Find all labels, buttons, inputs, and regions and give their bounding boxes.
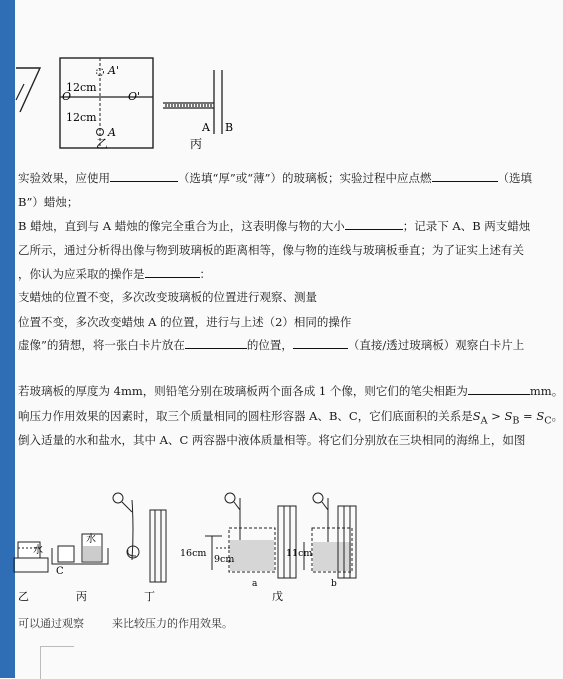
fig-bing-caption: 丙: [190, 137, 203, 151]
o-right-label: O': [128, 90, 141, 103]
caption-yi: 乙: [18, 590, 29, 603]
text-line-10: [18, 409, 563, 428]
water-label-2: 水: [86, 534, 96, 545]
corner-frame: [40, 646, 74, 679]
text-line-12: [18, 617, 233, 631]
answer-blank[interactable]: [185, 348, 247, 349]
text-seg: （选填: [497, 171, 533, 185]
o-left-label: O: [62, 90, 72, 103]
dist-bottom-label: 12cm: [66, 111, 97, 124]
water-label-1: 水: [33, 545, 43, 556]
height-16cm: 16cm: [180, 548, 207, 559]
fig-yi: [60, 58, 153, 151]
math-sub: C: [544, 415, 552, 427]
text-line-2: [18, 195, 78, 209]
text-line-9: [18, 384, 563, 398]
mirror-b-label: B: [225, 121, 234, 134]
math-s: S: [472, 409, 481, 423]
fig-wu-a: [180, 493, 296, 589]
fig-jia-fragment: [16, 68, 40, 112]
text-seg: 位置不变，多次改变蜡烛 A 的位置，进行与上述（2）相同的操作: [18, 315, 352, 329]
text-seg: ；记录下 A、B 两支蜡烛: [402, 219, 531, 233]
sub-a-label: a: [252, 579, 258, 589]
mirror-a-label: A: [202, 121, 210, 134]
text-seg: 来比较压力的作用效果。: [112, 617, 233, 630]
text-seg: 倒入适量的水和盐水，其中 A、C 两容器中液体质量相等。将它们分别放在三块相同的海绵上，如图: [18, 433, 526, 447]
answer-blank[interactable]: [293, 348, 348, 349]
text-line-1: [18, 171, 532, 185]
answer-blank[interactable]: [110, 181, 178, 182]
text-line-4: [18, 243, 524, 257]
text-line-8: [18, 338, 524, 352]
text-seg: 乙所示，通过分析得出像与物到玻璃板的距离相等，像与物的连线与玻璃板垂直；为了证实上述有关: [18, 243, 524, 257]
answer-blank[interactable]: [145, 277, 200, 278]
fig-bing-sponge: [52, 532, 108, 577]
caption-bing: 丙: [76, 590, 87, 603]
text-seg: 的位置，: [246, 338, 293, 352]
caption-ding: 丁: [144, 590, 155, 603]
fig-yi-sponge: [14, 542, 48, 572]
container-c-label: C: [56, 566, 64, 577]
dist-top-label: 12cm: [66, 81, 97, 94]
text-line-5: [18, 267, 211, 281]
a-prime-label: A': [108, 64, 119, 77]
text-seg: B”）蜡烛；: [18, 195, 79, 209]
text-seg: （选填“厚”或“薄”）的玻璃板；实验过程中应点燃: [178, 171, 432, 185]
height-11cm: 11cm: [286, 548, 313, 559]
answer-blank[interactable]: [468, 394, 530, 395]
text-seg: ：: [199, 267, 211, 281]
text-seg: 可以通过观察: [18, 617, 84, 630]
text-line-11: [18, 433, 525, 447]
fig-ding-manometer: [113, 493, 166, 582]
text-seg: 。: [551, 409, 563, 423]
fig-yi-caption: 乙: [96, 137, 109, 151]
fig-bing: [163, 70, 233, 151]
answer-blank[interactable]: [432, 181, 498, 182]
text-line-3: [18, 219, 530, 233]
text-line-6: [18, 290, 317, 304]
height-9cm: 9cm: [214, 554, 235, 565]
text-seg: ，你认为应采取的操作是: [18, 267, 145, 281]
text-seg: 响压力作用效果的因素时，取三个质量相同的圆柱形容器 A、B、C，它们底面积的关系是: [18, 409, 473, 423]
math-sub: A: [480, 415, 488, 427]
caption-wu: 戊: [272, 590, 283, 603]
text-seg: 支蜡烛的位置不变，多次改变玻璃板的位置进行观察、测量: [18, 290, 317, 304]
a-label: A: [108, 126, 116, 139]
math-sub: B: [512, 415, 520, 427]
text-seg: （直接/透过玻璃板）观察白卡片上: [347, 338, 525, 352]
top-figures: [0, 0, 504, 150]
text-seg: 若玻璃板的厚度为 4mm，则铅笔分别在玻璃板两个面各成 1 个像，则它们的笔尖相距为: [18, 384, 468, 398]
text-seg: mm。: [529, 384, 563, 398]
answer-blank[interactable]: [84, 626, 112, 627]
text-line-7: [18, 315, 351, 329]
text-seg: 虚像”的猜想，将一张白卡片放在: [18, 338, 185, 352]
math-s: > S: [487, 409, 513, 423]
math-s: = S: [519, 409, 545, 423]
sub-b-label: b: [331, 579, 337, 589]
text-seg: B 蜡烛，直到与 A 蜡烛的像完全重合为止，这表明像与物的大小: [18, 219, 345, 233]
text-seg: 实验效果，应使用: [18, 171, 110, 185]
answer-blank[interactable]: [345, 229, 403, 230]
